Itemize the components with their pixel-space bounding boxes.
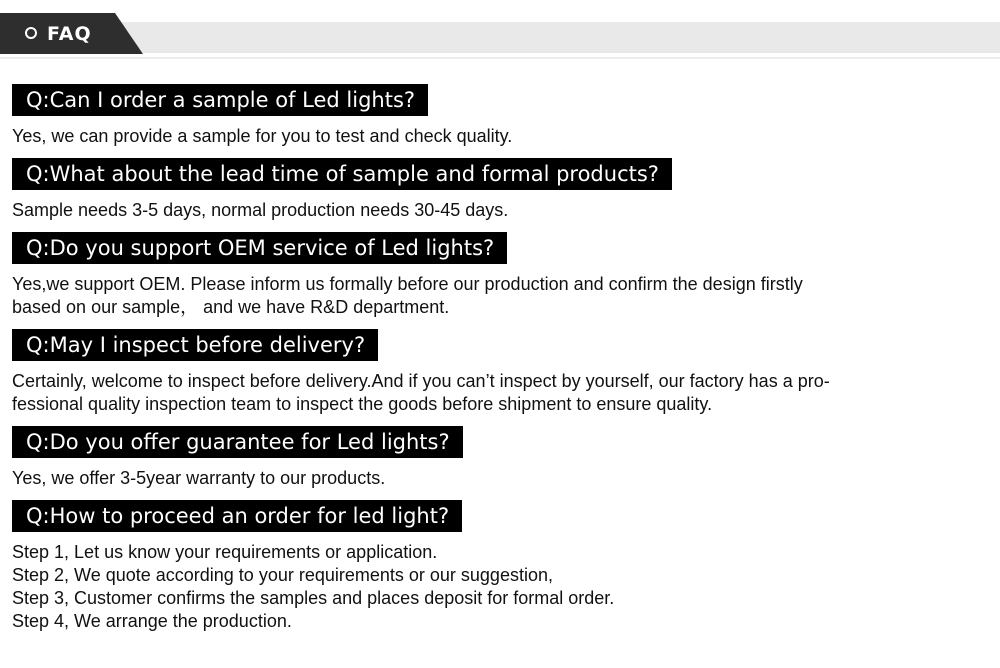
answer-line: Step 4, We arrange the production. bbox=[12, 611, 292, 631]
faq-question: Q:May I inspect before delivery? bbox=[12, 329, 378, 361]
faq-question: Q:Do you offer guarantee for Led lights? bbox=[12, 426, 463, 458]
answer-line: Certainly, welcome to inspect before delivery.And if you can’t inspect by yourself, our factory has a pro- bbox=[12, 371, 830, 391]
answer-line: Step 1, Let us know your requirements or application. bbox=[12, 542, 438, 562]
circle-icon bbox=[25, 27, 37, 39]
faq-item bbox=[12, 232, 972, 319]
answer-line: Yes, we offer 3-5year warranty to our products. bbox=[12, 468, 386, 488]
faq-question: Q:Can I order a sample of Led lights? bbox=[12, 84, 428, 116]
faq-answer bbox=[12, 541, 972, 633]
faq-question: Q:Do you support OEM service of Led lights? bbox=[12, 232, 507, 264]
faq-answer bbox=[12, 467, 972, 490]
header-bar bbox=[0, 22, 1000, 53]
faq-item bbox=[12, 84, 972, 148]
answer-line: based on our sample， and we have R&D department. bbox=[12, 297, 450, 317]
header-divider bbox=[0, 57, 1000, 59]
answer-line: Step 3, Customer confirms the samples and places deposit for formal order. bbox=[12, 588, 615, 608]
faq-question: Q:How to proceed an order for led light? bbox=[12, 500, 462, 532]
faq-header bbox=[0, 0, 1000, 62]
faq-question: Q:What about the lead time of sample and formal products? bbox=[12, 158, 672, 190]
answer-line: Yes,we support OEM. Please inform us formally before our production and confirm the design firstly bbox=[12, 274, 803, 294]
faq-answer bbox=[12, 125, 972, 148]
faq-item bbox=[12, 426, 972, 490]
faq-answer bbox=[12, 199, 972, 222]
faq-title: FAQ bbox=[47, 23, 92, 45]
answer-line: Yes, we can provide a sample for you to test and check quality. bbox=[12, 126, 513, 146]
answer-line: Sample needs 3-5 days, normal production needs 30-45 days. bbox=[12, 200, 509, 220]
faq-answer bbox=[12, 273, 972, 319]
answer-line: fessional quality inspection team to inspect the goods before shipment to ensure quality. bbox=[12, 394, 713, 414]
faq-list bbox=[12, 84, 972, 643]
answer-line: Step 2, We quote according to your requirements or our suggestion, bbox=[12, 565, 553, 585]
faq-item bbox=[12, 500, 972, 633]
faq-answer bbox=[12, 370, 972, 416]
faq-item bbox=[12, 158, 972, 222]
faq-item bbox=[12, 329, 972, 416]
